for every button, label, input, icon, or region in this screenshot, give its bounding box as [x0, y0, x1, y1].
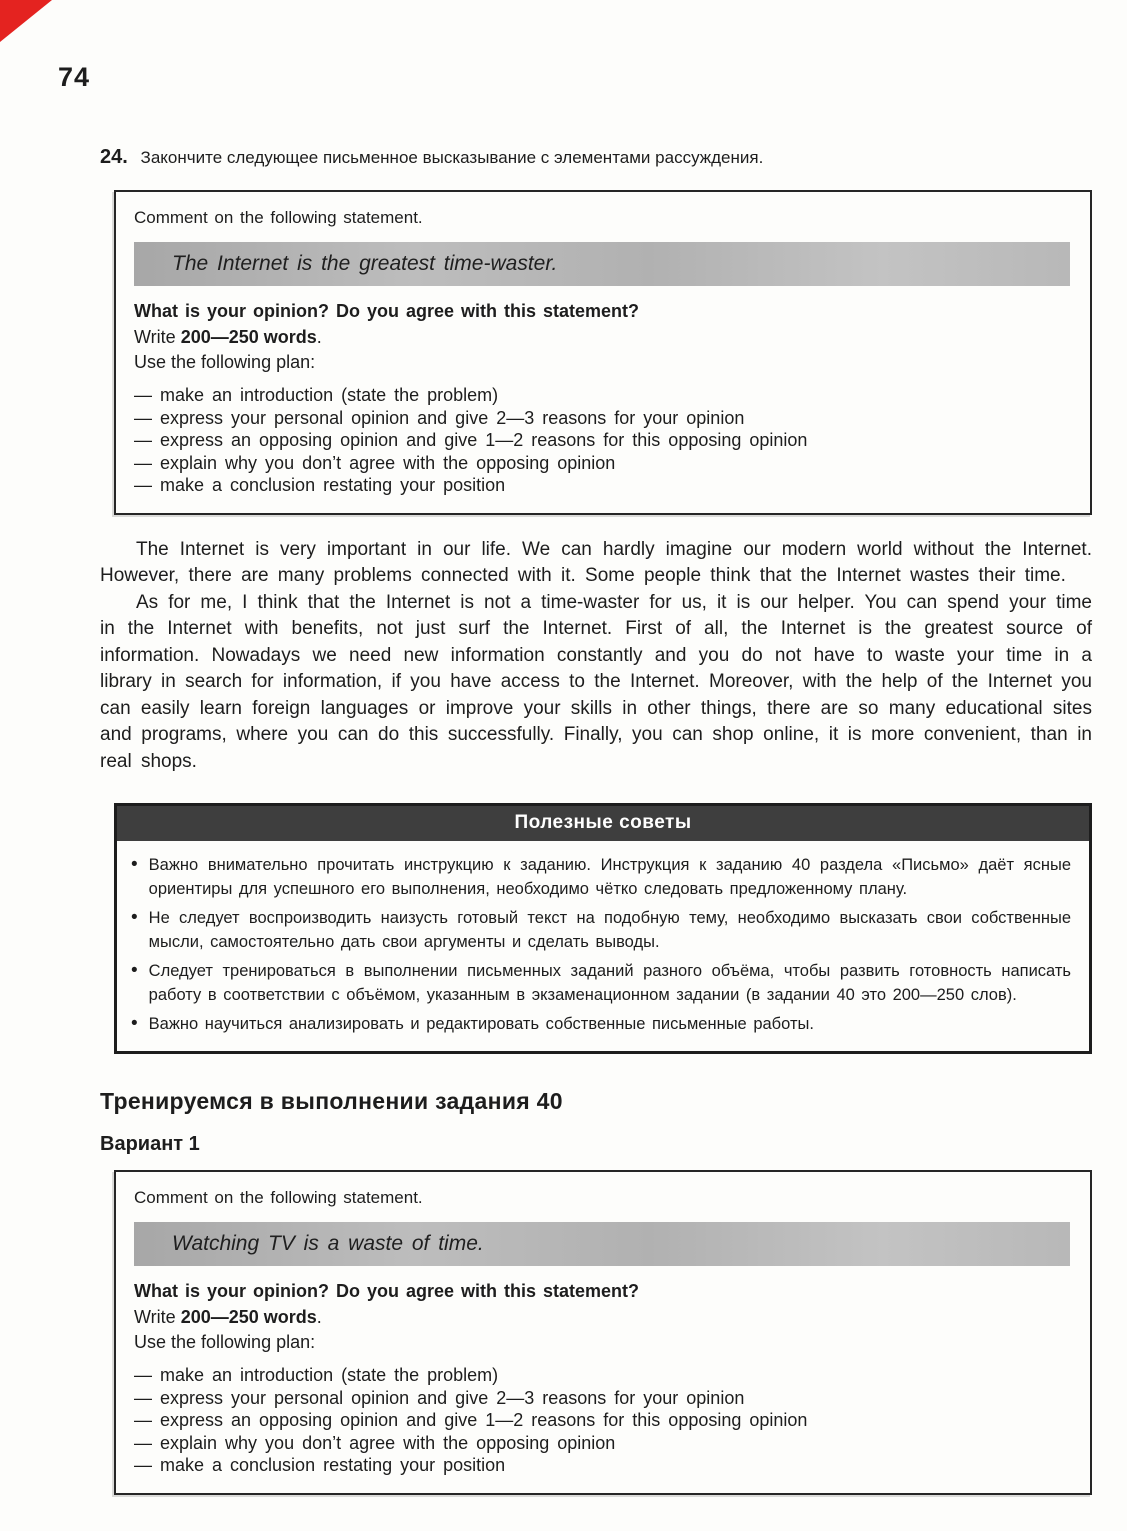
tip-item: [131, 959, 1071, 1007]
plan-list: [134, 384, 1070, 497]
question-line: What is your opinion? Do you agree with this statement?: [134, 301, 640, 321]
tip-text: Не следует воспроизводить наизусть готовый текст на подобную тему, необходимо высказать свои собственные мысли, самостоятельно дать свои аргументы и сделать выводы.: [148, 909, 1071, 951]
plan-item: — make an introduction (state the problem): [134, 385, 499, 405]
word-count: 200—250 words: [180, 1307, 317, 1327]
tips-list: [117, 841, 1089, 1036]
page-number: 74: [58, 62, 91, 92]
task-intro: Закончите следующее письменное высказывание с элементами рассуждения.: [140, 148, 764, 167]
word-count: 200—250 words: [180, 327, 317, 347]
task-24-line: [100, 145, 1092, 170]
plan-item: — make a conclusion restating your position: [134, 475, 506, 495]
bullet-icon: •: [131, 854, 138, 875]
statement-band: [134, 1222, 1070, 1266]
tip-text: Следует тренироваться в выполнении письменных заданий разного объёма, чтобы развить готовность написать работу в соответствии с объёмом, указанным в экзаменационном задании (в задании 40 это 200—250 слов).: [148, 962, 1071, 1004]
plan-item: — make a conclusion restating your position: [134, 1455, 506, 1475]
tips-header: Полезные советы: [117, 806, 1089, 841]
tip-text: Важно внимательно прочитать инструкцию к заданию. Инструкция к заданию 40 раздела «Письмо» даёт ясные ориентиры для успешного его выполнения, необходимо чётко следовать предложенному плану.: [148, 856, 1071, 898]
essay-paragraph: The Internet is very important in our life. We can hardly imagine our modern world without the Internet. However, there are many problems connected with it. Some people think that the Internet wastes their time.: [100, 538, 1092, 586]
bullet-icon: •: [131, 907, 138, 928]
tip-text: Важно научиться анализировать и редактировать собственные письменные работы.: [148, 1015, 814, 1033]
write-line: [134, 1306, 1070, 1329]
training-heading: Тренируемся в выполнении задания 40: [100, 1088, 563, 1114]
page-content: [100, 145, 1092, 1495]
comment-line: Comment on the following statement.: [134, 208, 423, 227]
variant-heading: Вариант 1: [100, 1133, 200, 1155]
question-line: What is your opinion? Do you agree with this statement?: [134, 1281, 640, 1301]
plan-item: — explain why you don’t agree with the opposing opinion: [134, 452, 616, 473]
essay-paragraph: As for me, I think that the Internet is not a time-waster for us, it is our helper. You can spend your time in the Internet with benefits, not just surf the Internet. First of all, the Internet is the greatest source of information. Nowadays we need new information constantly and you do not have to waste your time in a library in search for information, if you have access to the Internet. Moreover, with the help of the Internet you can easily learn foreign languages or improve your skills in other things, there are so many educational sites and programs, where you can do this successfully. Finally, you can shop online, it is more convenient, than in real shops.: [100, 591, 1092, 772]
tip-item: [131, 906, 1071, 954]
plan-item: — explain why you don’t agree with the opposing opinion: [134, 1432, 616, 1453]
plan-item: — express your personal opinion and give 2—3 reasons for your opinion: [134, 1387, 745, 1408]
comment-line: Comment on the following statement.: [134, 1188, 423, 1207]
plan-item: — express an opposing opinion and give 1—2 reasons for this opposing opinion: [134, 1410, 808, 1430]
plan-item: — express your personal opinion and give 2—3 reasons for your opinion: [134, 407, 745, 428]
plan-label: Use the following plan:: [134, 352, 316, 372]
plan-label: Use the following plan:: [134, 1332, 316, 1352]
statement-band: [134, 242, 1070, 286]
statement-text: Watching TV is a waste of time.: [172, 1232, 484, 1255]
plan-item: — make an introduction (state the problem): [134, 1365, 499, 1385]
plan-list: [134, 1364, 1070, 1477]
write-period: .: [316, 327, 322, 347]
bullet-icon: •: [131, 1013, 138, 1034]
task-box-variant-1: [114, 1170, 1092, 1495]
scan-corner-artifact: [0, 0, 52, 42]
tip-item: [131, 853, 1071, 901]
write-prefix: Write: [134, 327, 176, 347]
task-number: 24.: [100, 146, 128, 168]
write-prefix: Write: [134, 1307, 176, 1327]
write-period: .: [316, 1307, 322, 1327]
statement-text: The Internet is the greatest time-waster.: [172, 252, 558, 275]
write-line: [134, 326, 1070, 349]
plan-item: — express an opposing opinion and give 1—2 reasons for this opposing opinion: [134, 430, 808, 450]
sample-essay: [100, 537, 1092, 776]
bullet-icon: •: [131, 960, 138, 981]
task-box-24: [114, 190, 1092, 515]
tip-item: [131, 1012, 1071, 1036]
tips-box: [114, 803, 1092, 1054]
